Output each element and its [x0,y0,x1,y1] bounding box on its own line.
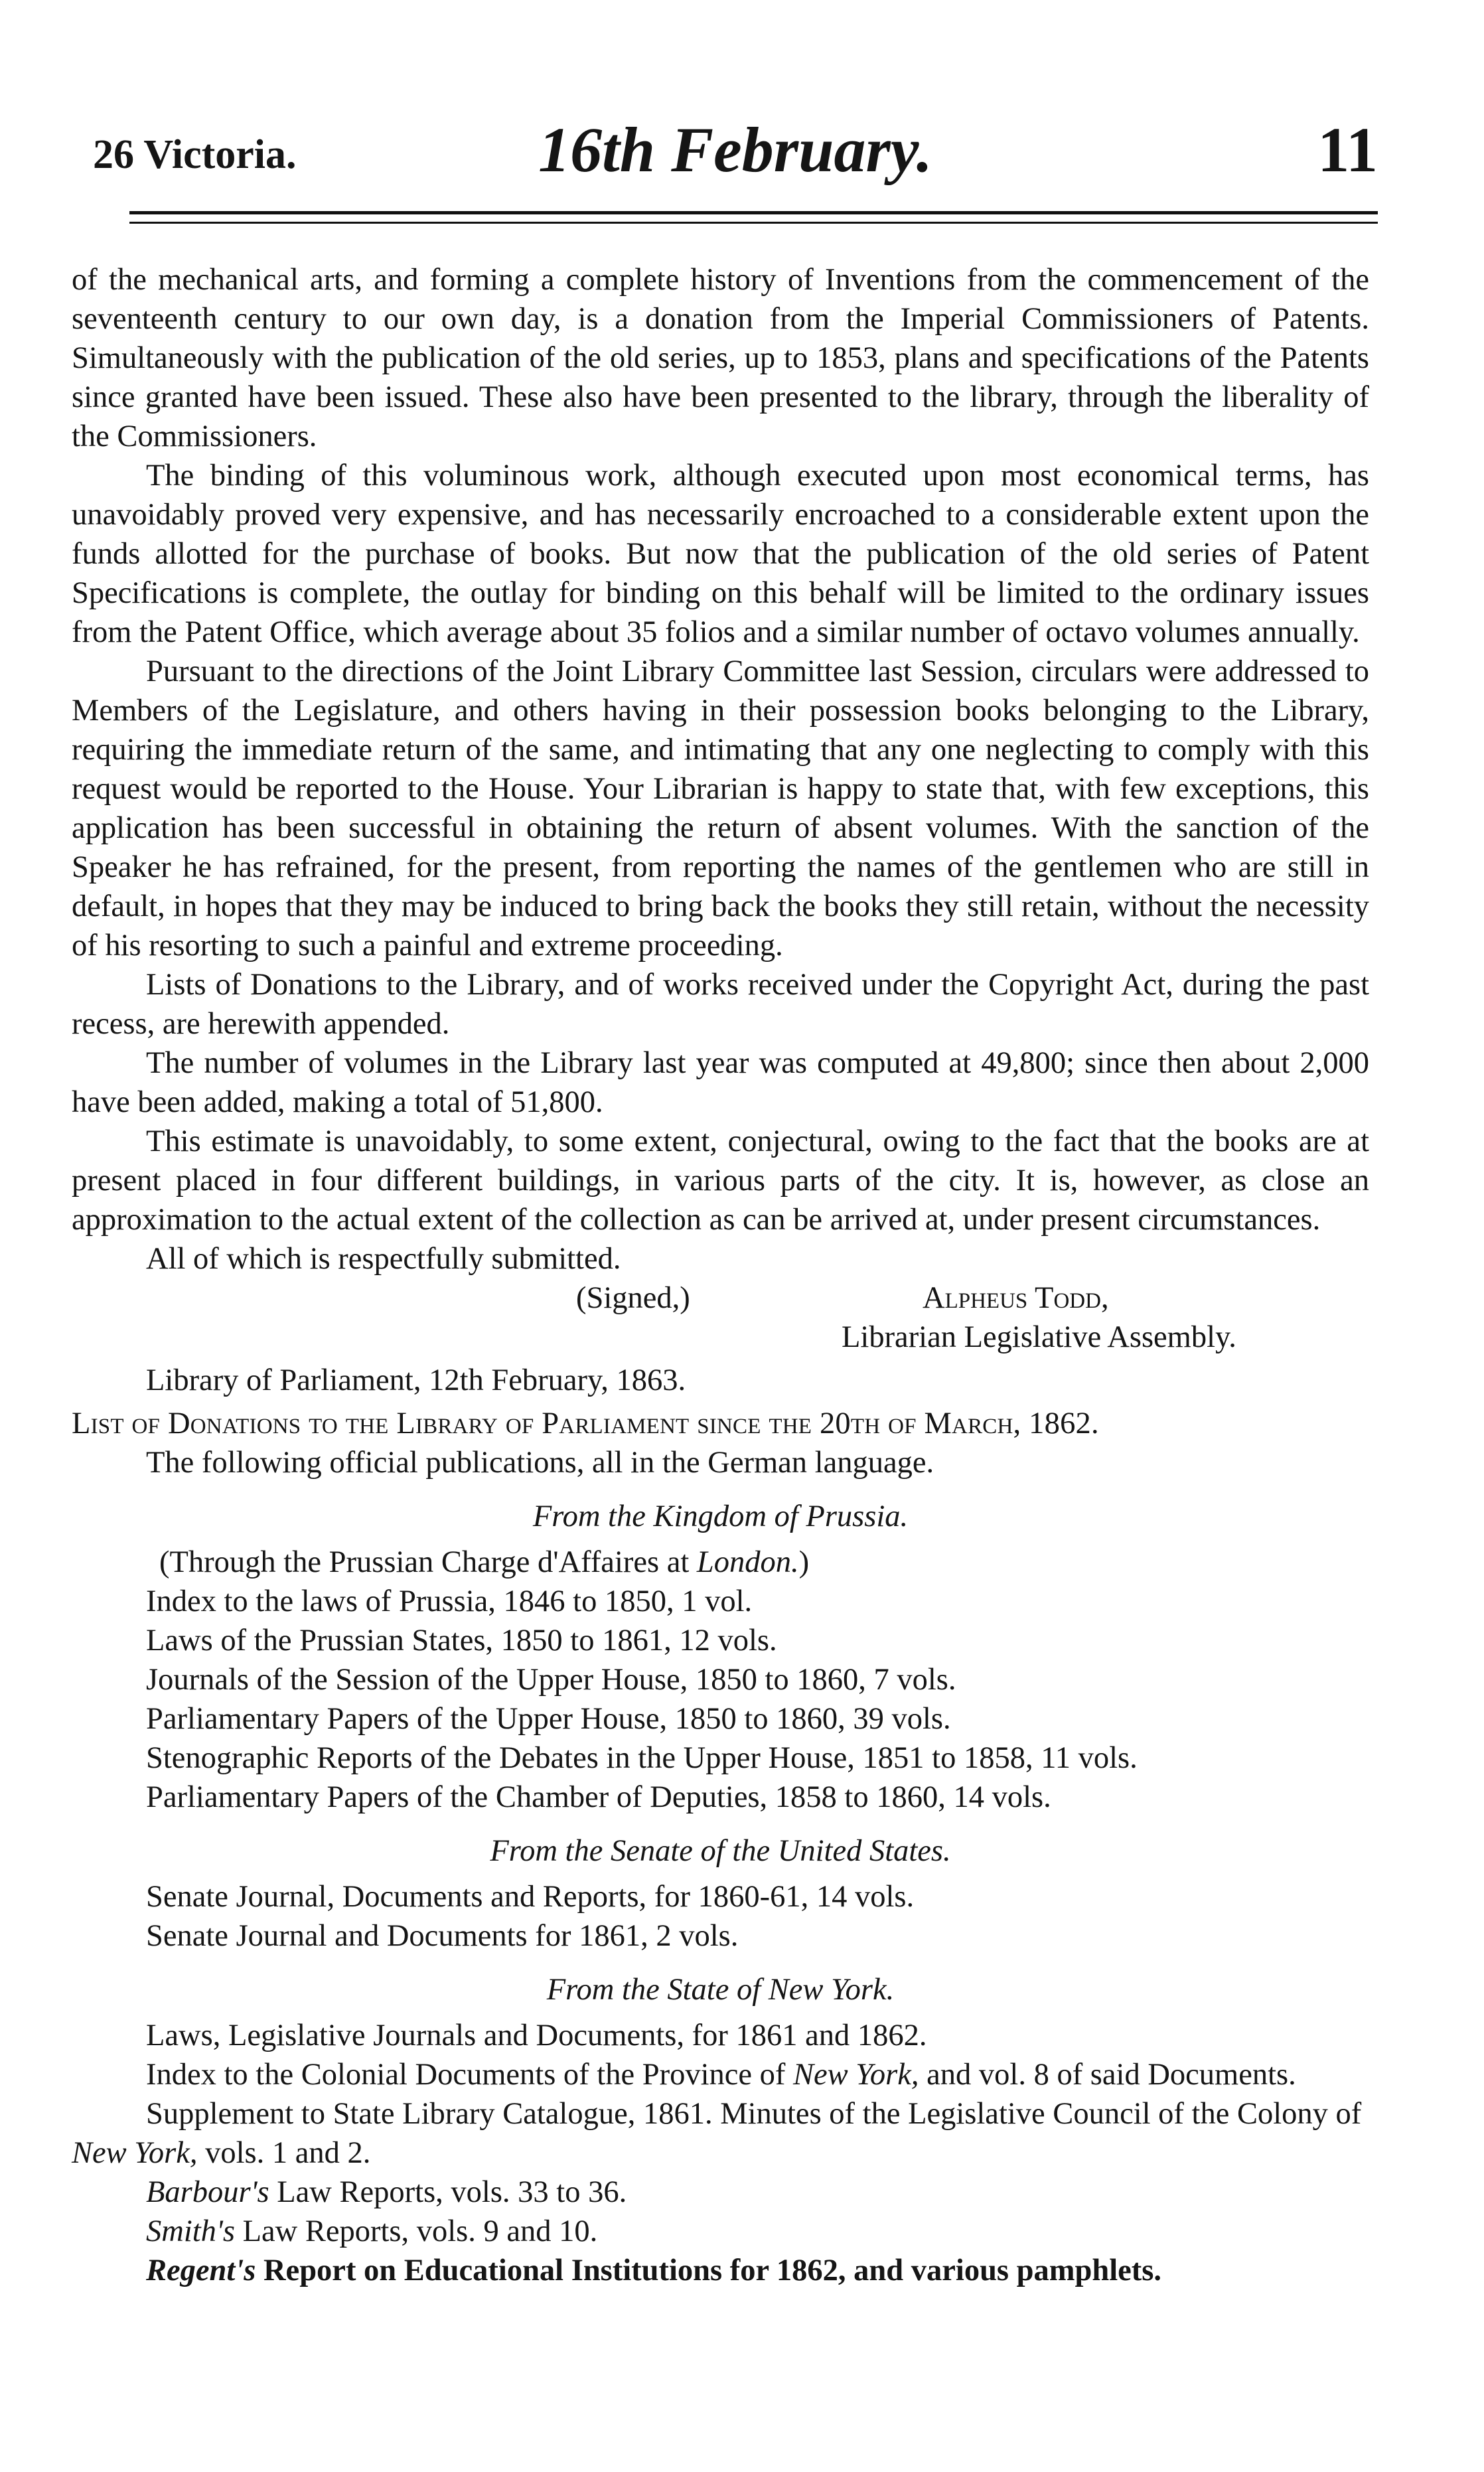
item-text: Law Reports, vols. 9 and 10. [234,2214,598,2248]
item-italic: Smith's [146,2214,235,2248]
list-item: Stenographic Reports of the Debates in the Upper House, 1851 to 1858, 11 vols. [146,1741,1138,1775]
page-number: 11 [1317,114,1378,185]
list-item: Laws, Legislative Journals and Documents, for 1861 and 1862. [146,2019,927,2052]
section-title-senate: From the Senate of the United States. [490,1834,951,1868]
paragraph: Pursuant to the directions of the Joint Library Committee last Session, circulars were addressed to Members of the Legislature, and others having in their possession books belonging to the Library, requiring the immediate return of the same, and intimating that any one neglecting to comply with this request would be reported to the House. Your Librarian is happy to state that, with few exceptions, this application has been successful in obtaining the return of absent volumes. With the sanction of the Speaker he has refrained, for the present, from reporting the names of the gentlemen who are still in default, in hopes that they may be induced to bring back the books they still retain, without the necessity of his resorting to such a painful and extreme proceeding. [72,655,1369,963]
item-italic: New York, [72,2136,198,2170]
list-item: Parliamentary Papers of the Upper House, 1850 to 1860, 39 vols. [146,1702,951,1736]
item-italic: Barbour's [146,2175,269,2209]
paragraph: This estimate is unavoidably, to some extent, conjectural, owing to the fact that the books are at present placed in four different buildings, in various parts of the city. It is, however, as close an approximation to the actual extent of the collection as can be arrived at, under present circumstances. [72,1124,1369,1237]
list-item [72,2173,1369,2212]
header-rule-thick [129,211,1378,214]
item-text: Index to the Colonial Documents of the Province of [146,2058,794,2092]
list-item: Senate Journal and Documents for 1861, 2 vols. [146,1919,739,1953]
dateline: Library of Parliament, 12th February, 1863. [146,1363,686,1397]
item-text: Report on Educational Institutions for 1862, and various pamphlets. [256,2254,1161,2287]
note-text: (Through the Prussian Charge d'Affaires at [159,1545,697,1579]
signatory-name: Alpheus Todd, [923,1281,1109,1315]
signatory-title: Librarian Legislative Assembly. [842,1320,1236,1354]
list-item [72,2055,1369,2094]
list-intro: The following official publications, all in the German language. [146,1446,934,1480]
note-close: ) [798,1545,810,1579]
item-text: vols. 1 and 2. [197,2136,371,2170]
page-body [72,260,1369,2290]
list-item: Index to the laws of Prussia, 1846 to 1850, 1 vol. [146,1584,753,1618]
header-regnal-year: 26 Victoria. [93,132,297,177]
paragraph: of the mechanical arts, and forming a complete history of Inventions from the commencement of the seventeenth century to our own day, is a donation from the Imperial Commissioners of Patents. Simultaneously with the publication of the old series, up to 1853, plans and specifications of the Patents since granted have been issued. These also have been presented to the library, through the liberality of the Commissioners. [72,263,1369,453]
paragraph: Lists of Donations to the Library, and of works received under the Copyright Act, during the past recess, are herewith appended. [72,968,1369,1041]
list-item: Senate Journal, Documents and Reports, for 1860-61, 14 vols. [146,1880,915,1914]
paragraph: The binding of this voluminous work, although executed upon most economical terms, has unavoidably proved very expensive, and has necessarily encroached to a considerable extent upon the funds allotted for the purchase of books. But now that the publication of the old series of Patent Specifications is complete, the outlay for binding on this behalf will be limited to the ordinary issues from the Patent Office, which average about 35 folios and a similar number of octavo volumes annually. [72,459,1369,649]
item-text: and vol. 8 of said Documents. [919,2058,1296,2092]
header-date: 16th February. [538,114,932,185]
list-item [72,2212,1369,2251]
list-item: Journals of the Session of the Upper House, 1850 to 1860, 7 vols. [146,1663,956,1697]
note-place: London. [696,1545,799,1579]
section-title-prussia: From the Kingdom of Prussia. [532,1500,909,1533]
item-italic: Regent's [146,2254,256,2287]
page-header [93,113,1378,185]
signed-label: (Signed,) [576,1281,690,1315]
item-text: Supplement to State Library Catalogue, 1861. Minutes of the Legislative Council of the Colony of [146,2097,1362,2131]
section-title-newyork: From the State of New York. [546,1973,895,2007]
item-italic: New York, [793,2058,919,2092]
list-item [72,2094,1369,2173]
list-item [72,2251,1369,2290]
paragraph: The number of volumes in the Library last year was computed at 49,800; since then about 2,000 have been added, making a total of 51,800. [72,1046,1369,1119]
list-heading: List of Donations to the Library of Parliament since the 20th of March, 1862. [72,1407,1099,1440]
list-item: Parliamentary Papers of the Chamber of Deputies, 1858 to 1860, 14 vols. [146,1780,1051,1814]
paragraph: All of which is respectfully submitted. [146,1242,621,1276]
item-text: Law Reports, vols. 33 to 36. [269,2175,627,2209]
list-item: Laws of the Prussian States, 1850 to 1861, 12 vols. [146,1624,777,1658]
header-rule-thin [129,222,1378,224]
signature-block [72,1278,1369,1318]
prussia-note [72,1543,1369,1582]
